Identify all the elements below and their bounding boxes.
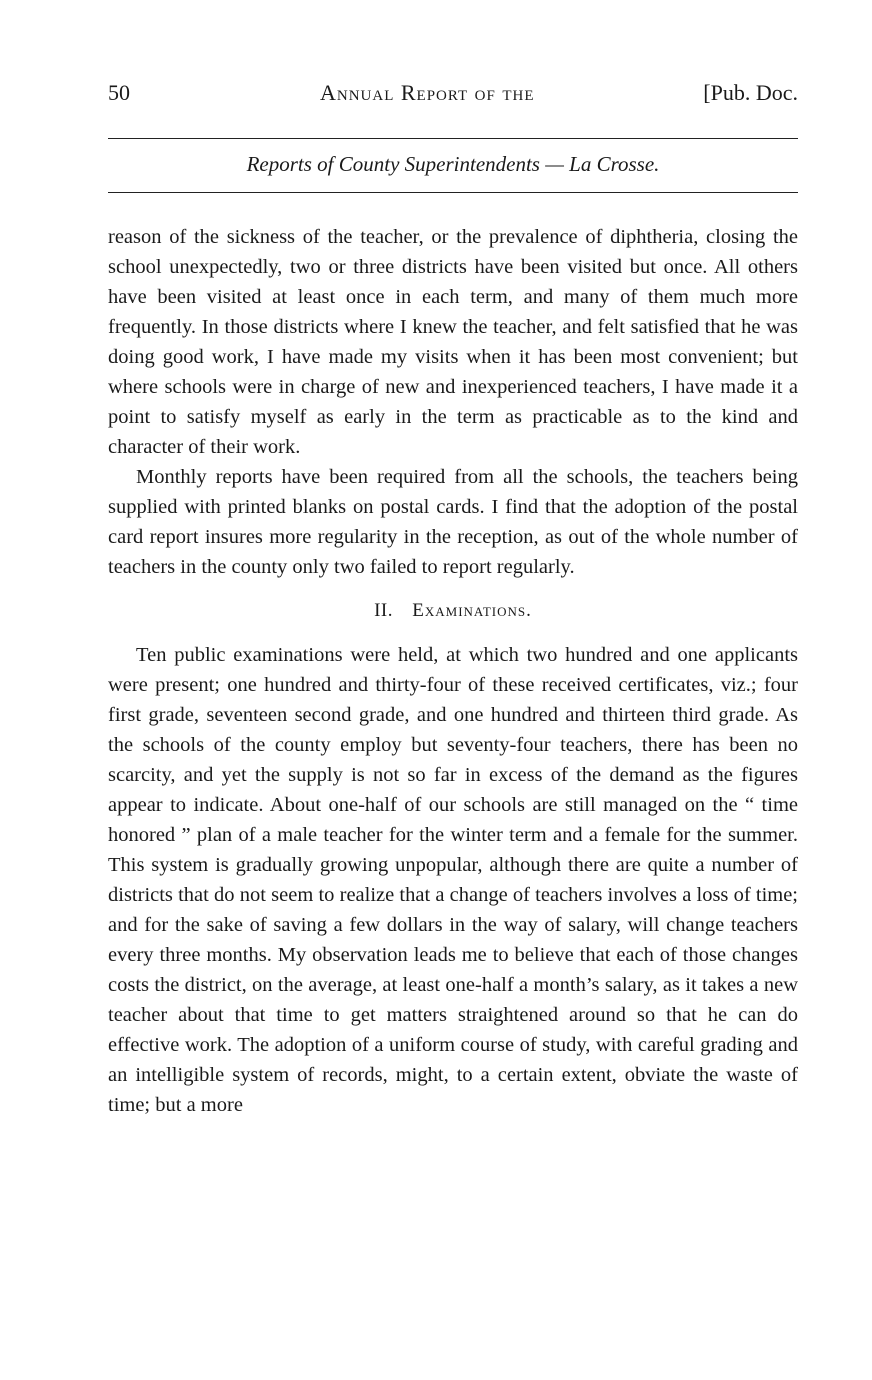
page-header (108, 80, 798, 112)
section-subtitle: Reports of County Superintendents — La Crosse. (246, 152, 660, 176)
paragraph-examinations: Ten public examinations were held, at which two hundred and one applicants were present; one hundred and thirty-four of these received certificates, viz.; four first grade, seventeen second grade, and one hundred and thirteen third grade. As the schools of the county employ but seventy-four teachers, there has been no scarcity, and yet the supply is not so far in excess of the demand as the figures appear to indicate. About one-half of our schools are still managed on the “ time honored ” plan of a male teacher for the winter term and a female for the summer. This system is gradually growing unpopular, although there are quite a number of districts that do not seem to realize that a change of teachers involves a loss of time; and for the sake of saving a few dollars in the way of salary, will change teachers every three months. My observation leads me to believe that each of those changes costs the district, on the average, at least one-half a month’s salary, as it takes a new teacher about that time to get matters straightened around so that he can do effective work. The adoption of a uniform course of study, with careful grading and an intelligible system of records, might, to a certain extent, obviate the waste of time; but a more (108, 644, 798, 1116)
page-number: 50 (108, 80, 130, 105)
running-title: Annual Report of the (320, 80, 535, 105)
paragraph-continuation: reason of the sickness of the teacher, or the prevalence of diphtheria, closing the school unexpectedly, two or three districts have been visited but once. All others have been visited at least once in each term, and many of them much more frequently. In those districts where I knew the teacher, and felt satisfied that he was doing good work, I have made my visits when it has been most convenient; but where schools were in charge of new and inexperienced teachers, I have made it a point to satisfy myself as early in the term as practicable as to the kind and character of their work. (108, 226, 798, 458)
document-reference: [Pub. Doc. (703, 80, 798, 105)
header-divider-top (108, 138, 798, 139)
paragraph-monthly-reports: Monthly reports have been required from all the schools, the teachers being supplied with printed blanks on postal cards. I find that the adoption of the postal card report insures more regularity in the reception, as out of the whole number of teachers in the county only two failed to report regularly. (108, 466, 798, 578)
section-title: Examinations. (412, 600, 532, 621)
body-text (108, 222, 798, 1120)
section-heading (108, 596, 798, 626)
header-divider-bottom (108, 192, 798, 193)
section-number: II. (374, 600, 393, 621)
